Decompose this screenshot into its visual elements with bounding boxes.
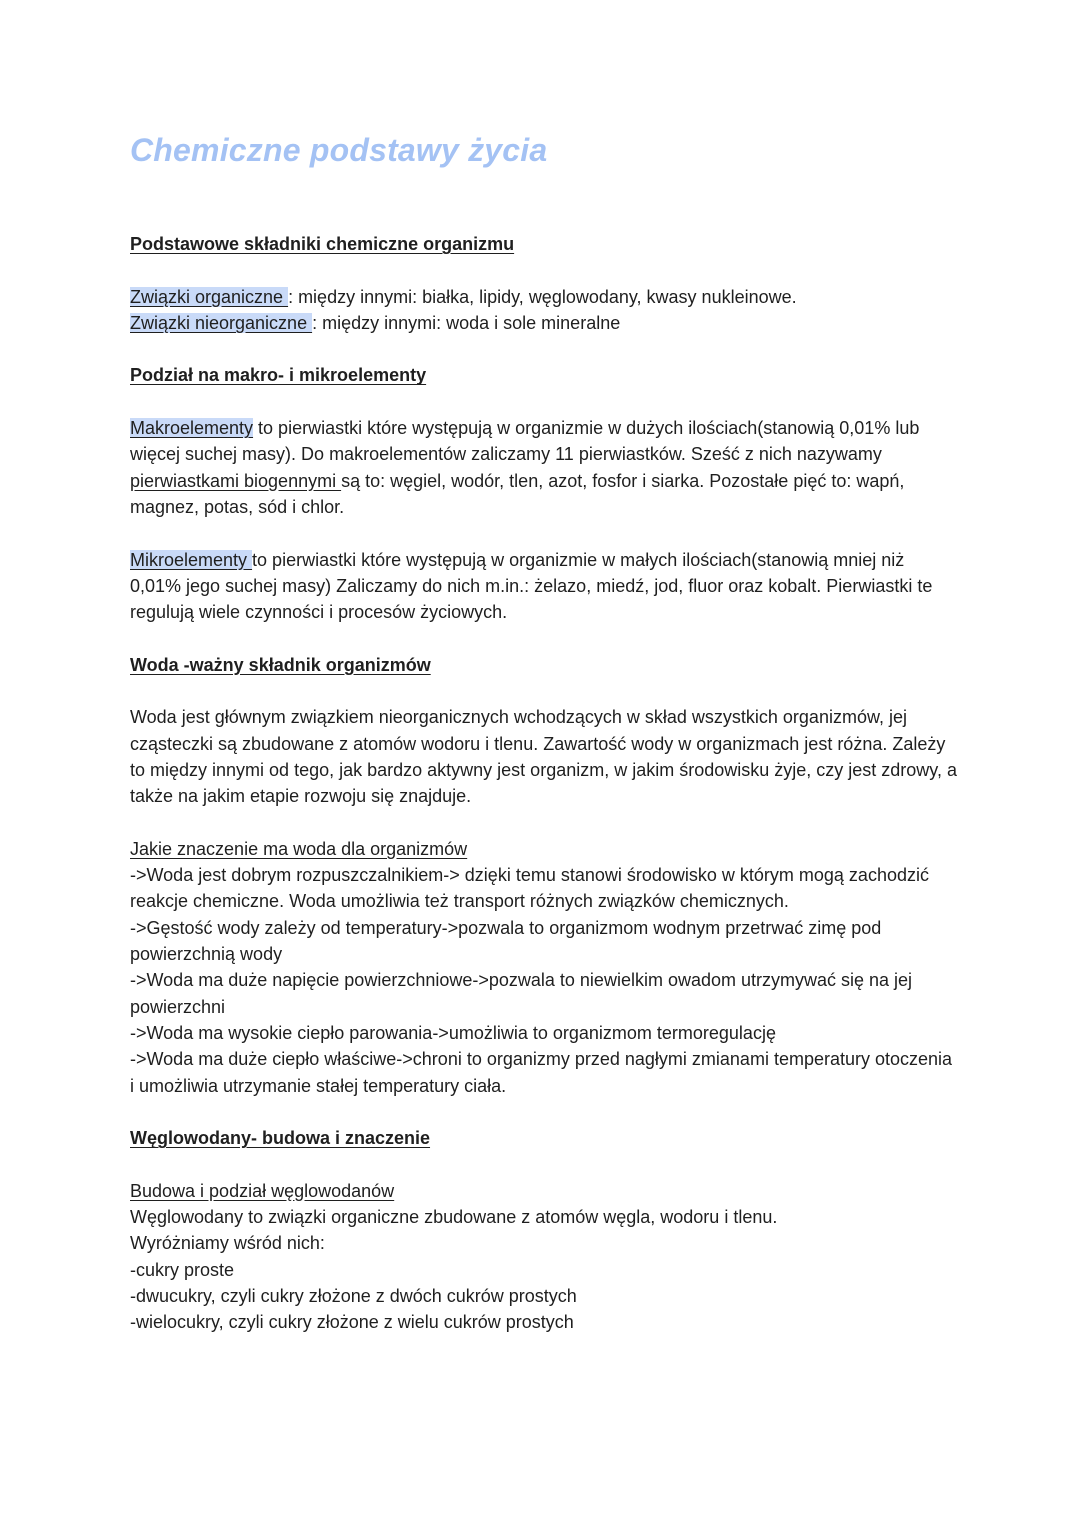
microelements-text: to pierwiastki które występują w organizmie w małych ilościach(stanowią mniej niż 0,01% jego suchej masy) Zaliczamy do nich m.in.: żelazo, miedź, jod, fluor oraz kobalt. Pierwiastki te regulują wiele czynności i procesów życiowych.	[130, 549, 933, 623]
section-heading-woda: Woda -ważny składnik organizmów	[130, 654, 431, 675]
inorganic-compounds-term: Związki nieorganiczne	[130, 312, 313, 333]
carbohydrates-list-item: -dwucukry, czyli cukry złożone z dwóch cukrów prostych	[130, 1285, 577, 1306]
document-title: Chemiczne podstawy życia	[130, 132, 548, 168]
carbohydrates-line: Węglowodany to związki organiczne zbudowane z atomów węgla, wodoru i tlenu.	[130, 1206, 778, 1227]
water-point: ->Woda ma wysokie ciepło parowania->umożliwia to organizmom termoregulację	[130, 1022, 776, 1043]
macroelements-term: Makroelementy	[130, 418, 254, 439]
section-heading-weglowodany: Węglowodany- budowa i znaczenie	[130, 1128, 431, 1149]
carbohydrates-list-item: -wielocukry, czyli cukry złożone z wielu cukrów prostych	[130, 1312, 574, 1333]
carbohydrates-subheading: Budowa i podział węglowodanów	[130, 1180, 395, 1201]
microelements-paragraph	[130, 547, 960, 626]
water-paragraph: Woda jest głównym związkiem nieorganicznych wchodzących w skład wszystkich organizmów, jej cząsteczki są zbudowane z atomów wodoru i tlenu. Zawartość wody w organizmach jest różna. Zależy to między innymi od tego, jak bardzo aktywny jest organizm, w jakim środowisku żyje, czy jest zdrowy, a także na jakim etapie rozwoju się znajduje.	[130, 707, 957, 807]
macroelements-text-1: to pierwiastki które występują w organizmie w dużych ilościach(stanowią 0,01% lub więcej suchej masy). Do makroelementów zaliczamy 11 pierwiastków. Sześć z nich nazywamy	[130, 418, 920, 465]
organic-compounds-term: Związki organiczne	[130, 286, 289, 307]
water-point: ->Woda ma duże napięcie powierzchniowe->pozwala to niewielkim owadom utrzymywać się na jej powierzchni	[130, 970, 913, 1017]
carbohydrates-line: Wyróżniamy wśród nich:	[130, 1233, 325, 1254]
water-importance-subheading: Jakie znaczenie ma woda dla organizmów	[130, 838, 468, 859]
biogenic-elements-term: pierwiastkami biogennymi	[130, 470, 342, 491]
inorganic-compounds-line	[130, 310, 960, 336]
water-point: ->Woda ma duże ciepło właściwe->chroni to organizmy przed nagłymi zmianami temperatury otoczenia i umożliwia utrzymanie stałej temperatury ciała.	[130, 1049, 953, 1096]
section-heading-makro-mikro: Podział na makro- i mikroelementy	[130, 365, 427, 386]
inorganic-compounds-desc: : między innymi: woda i sole mineralne	[312, 312, 621, 333]
organic-compounds-line	[130, 284, 960, 310]
carbohydrates-list-item: -cukry proste	[130, 1259, 235, 1280]
document-page	[130, 128, 960, 1335]
macroelements-text-2: są to: węgiel, wodór, tlen, azot, fosfor i siarka. Pozostałe pięć to: wapń, magnez, potas, sód i chlor.	[130, 470, 905, 517]
macroelements-paragraph	[130, 415, 960, 520]
section-heading-skladniki: Podstawowe składniki chemiczne organizmu	[130, 234, 515, 254]
water-point: ->Gęstość wody zależy od temperatury->pozwala to organizmom wodnym przetrwać zimę pod powierzchnią wody	[130, 917, 882, 965]
microelements-term: Mikroelementy	[130, 549, 253, 570]
water-point: ->Woda jest dobrym rozpuszczalnikiem-> dzięki temu stanowi środowisko w którym mogą zachodzić reakcje chemiczne. Woda umożliwia też transport różnych związków chemicznych.	[130, 865, 929, 912]
organic-compounds-desc: : między innymi: białka, lipidy, węglowodany, kwasy nukleinowe.	[288, 286, 797, 307]
